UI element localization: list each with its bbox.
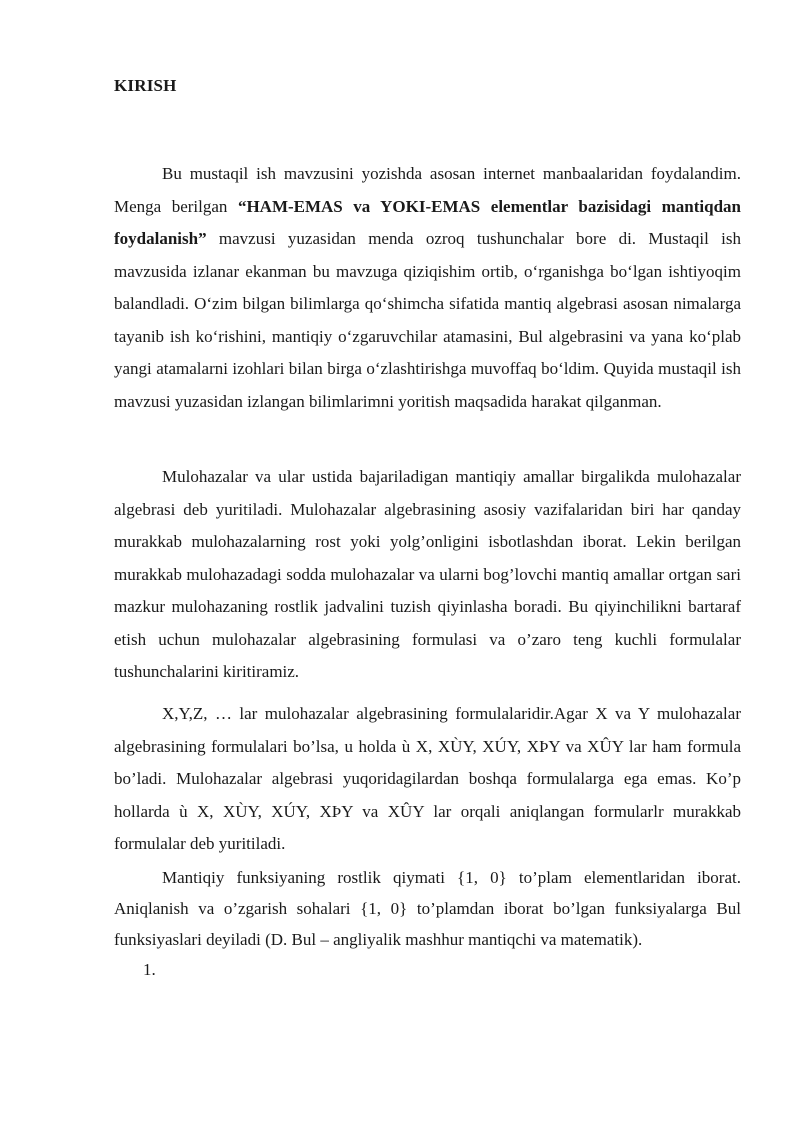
paragraph-formulas: X,Y,Z, … lar mulohazalar algebrasining formulalaridir.Agar X va Y mulohazalar algebrasining formulalari bo’lsa, u holda ù X, XÙY, XÚY, XÞY va XÛY lar ham formula bo’ladi. Mulohazalar algebrasi yuqoridagilardan boshqa formulalarga ega emas. Ko’p hollarda ù X, XÙY, XÚY, XÞY va XÛY lar orqali aniqlangan formularlr murakkab formulalar deb yuritiladi. [114,704,741,853]
paragraph-bool-functions: Mantiqiy funksiyaning rostlik qiymati {1, 0} to’plam elementlaridan iborat. Aniqlanish va o’zgarish sohalari {1, 0} to’plamdan iborat bo’lgan funksiyalarga Bul funksiyaslari deyiladi (D. Bul – angliyalik mashhur mantiqchi va matematik). [114,868,741,949]
section-heading: KIRISH [114,76,177,95]
list-number: 1. [143,960,156,979]
topic-title-bold: “HAM-EMAS va YOKI-EMAS elementlar bazisidagi mantiqdan foydalanish” [114,196,742,248]
paragraph-intro-text-end: mavzusi yuzasidan menda ozroq tushunchalar bore di. Mustaqil ish mavzusida izlanar ekanman bu mavzuga qiziqishim ortib, o‘rganishga bo‘lgan ishtiyoqim balandladi. O‘zim bilgan bilimlarga qo‘shimcha sifatida mantiq algebrasi asosan nimalarga tayanib ish ko‘rishini, mantiqiy o‘zgaruvchilar atamasini, Bul algebrasini va yana ko‘plab yangi atamalarni izohlari bilan birga o‘zlashtirishga muvoffaq bo‘ldim. Quyida mustaqil ish mavzusi yuzasidan izlangan bilimlarimni yoritish maqsadida harakat qilganman. [114,229,741,411]
paragraph-intro [114,158,741,418]
paragraph-algebra: Mulohazalar va ular ustida bajariladigan mantiqiy amallar birgalikda mulohazalar algebrasi deb yuritiladi. Mulohazalar algebrasining asosiy vazifalaridan biri har qanday murakkab mulohazalarning rost yoki yolg’onligini isbotlashdan iborat. Lekin berilgan murakkab mulohazadagi sodda mulohazalar va ularni bog’lovchi mantiq amallar ortgan sari mazkur mulohazaning rostlik jadvalini tuzish qiyinlasha boradi. Bu qiyinchilikni bartaraf etish uchun mulohazalar algebrasining formulasi va o’zaro teng kuchli formulalar tushunchalarini kiritiramiz. [114,467,741,681]
paragraph-intro-text-start: Bu mustaqil ish mavzusini yozishda asosan internet manbaalaridan foydalandim. Menga berilgan [114,164,741,216]
